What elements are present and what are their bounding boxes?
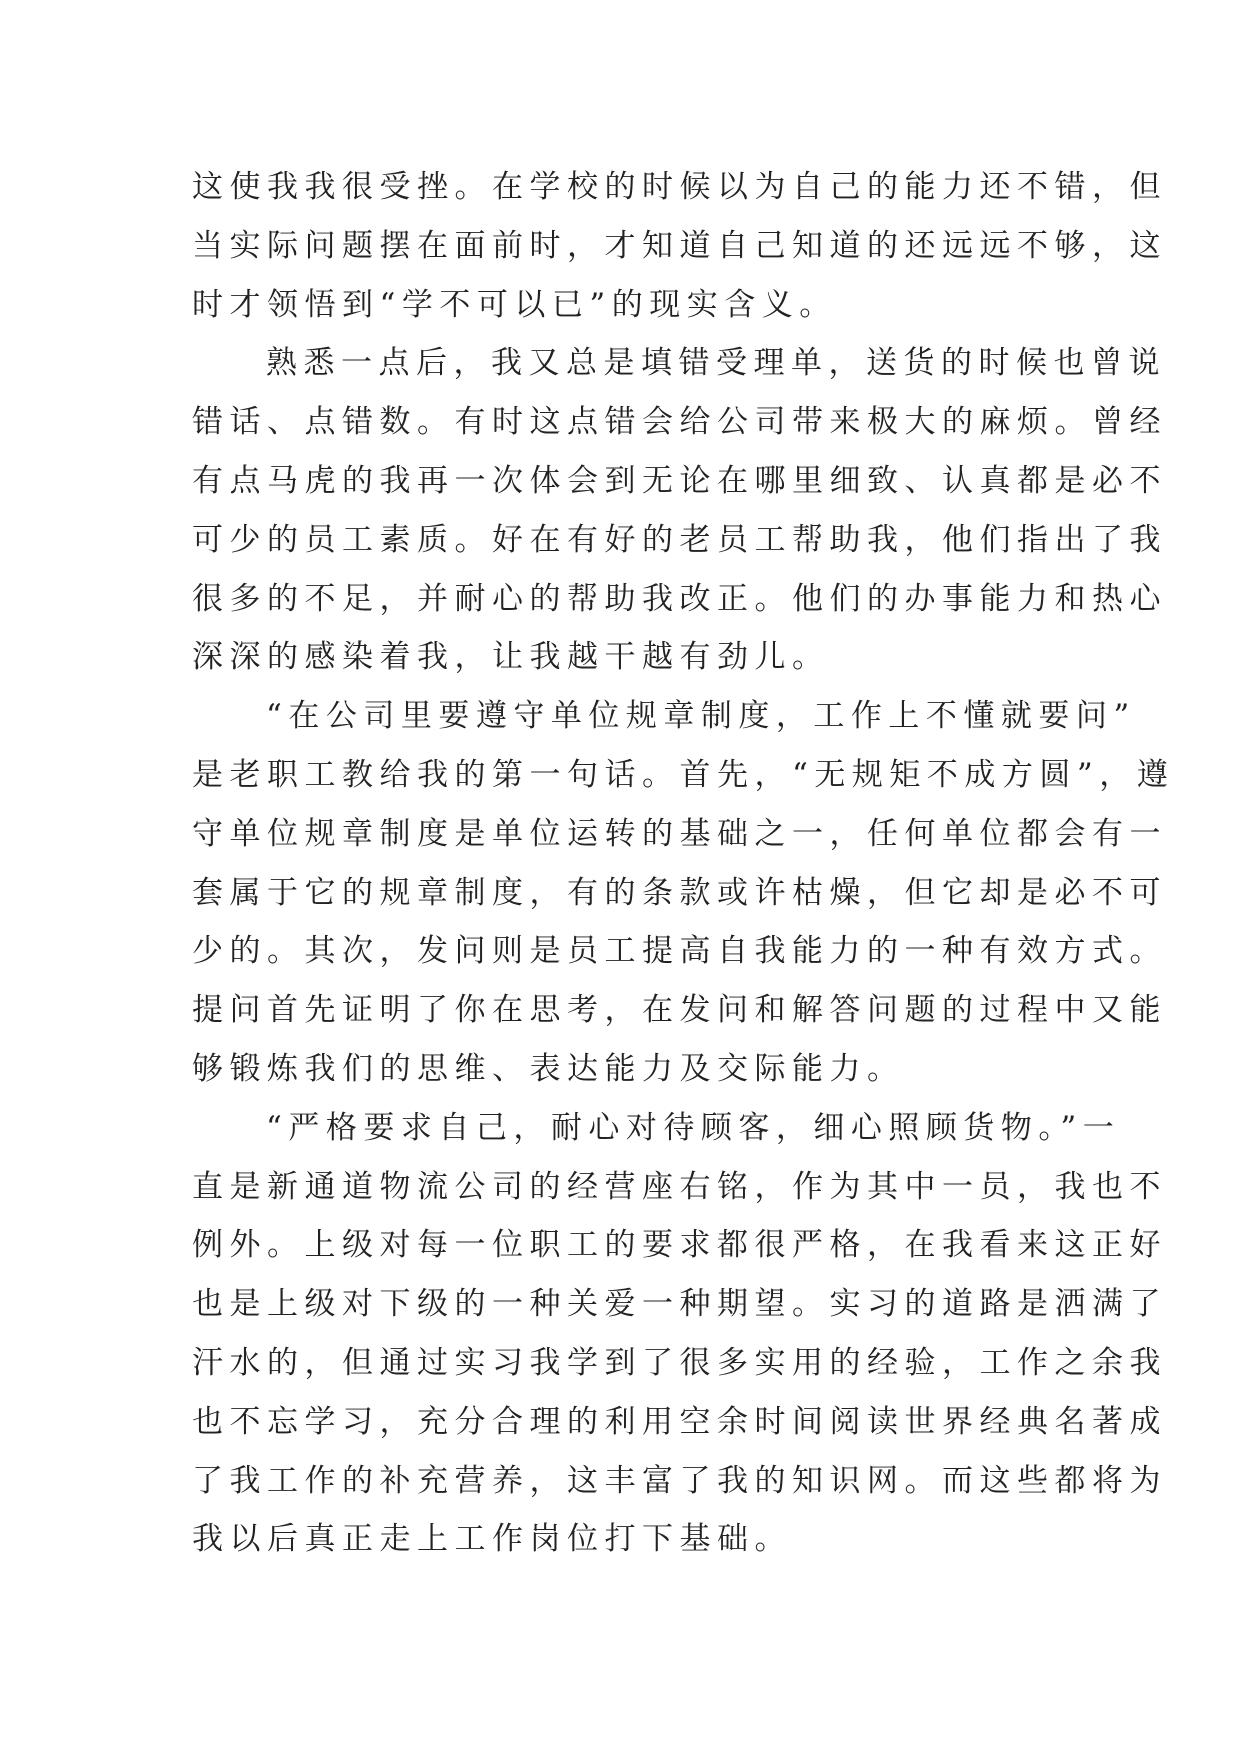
- text-line: 例外。上级对每一位职工的要求都很严格，在我看来这正好: [192, 1227, 1167, 1264]
- text-line: “严格要求自己，耐心对待顾客，细心照顾货物。”一: [266, 1109, 1121, 1146]
- text-line: 很多的不足，并耐心的帮助我改正。他们的办事能力和热心: [192, 580, 1167, 617]
- text-line: 汗水的，但通过实习我学到了很多实用的经验，工作之余我: [192, 1344, 1167, 1381]
- paragraph-4: [192, 1099, 1167, 1569]
- text-line: 错话、点错数。有时这点错会给公司带来极大的麻烦。曾经: [192, 404, 1167, 441]
- text-line: 时才领悟到“学不可以已”的现实含义。: [192, 286, 837, 323]
- text-line: 熟悉一点后，我又总是填错受理单，送货的时候也曾说: [266, 345, 1166, 382]
- text-line: 我以后真正走上工作岗位打下基础。: [192, 1521, 792, 1558]
- paragraph-3: [192, 687, 1175, 1099]
- text-line: 这使我我很受挫。在学校的时候以为自己的能力还不错，但: [192, 169, 1167, 205]
- text-line: 有点马虎的我再一次体会到无论在哪里细致、认真都是必不: [192, 462, 1167, 499]
- text-line: 了我工作的补充营养，这丰富了我的知识网。而这些都将为: [192, 1462, 1167, 1499]
- paragraph-1: [192, 158, 1167, 334]
- paragraph-2: [192, 334, 1167, 687]
- text-line: 直是新通道物流公司的经营座右铭，作为其中一员，我也不: [192, 1168, 1167, 1205]
- text-line: 也是上级对下级的一种关爱一种期望。实习的道路是洒满了: [192, 1286, 1167, 1323]
- document-body: [192, 158, 1175, 1569]
- text-line: “在公司里要遵守单位规章制度，工作上不懂就要问”: [266, 698, 1136, 735]
- text-line: 当实际问题摆在面前时，才知道自己知道的还远远不够，这: [192, 227, 1167, 264]
- text-line: 少的。其次，发问则是员工提高自我能力的一种有效方式。: [192, 933, 1167, 970]
- text-line: 套属于它的规章制度，有的条款或许枯燥，但它却是必不可: [192, 874, 1167, 911]
- text-line: 可少的员工素质。好在有好的老员工帮助我，他们指出了我: [192, 521, 1167, 558]
- text-line: 深深的感染着我，让我越干越有劲儿。: [192, 639, 830, 676]
- text-line: 够锻炼我们的思维、表达能力及交际能力。: [192, 1050, 905, 1087]
- text-line: 是老职工教给我的第一句话。首先，“无规矩不成方圆”，遵: [192, 756, 1175, 793]
- text-line: 提问首先证明了你在思考，在发问和解答问题的过程中又能: [192, 992, 1167, 1029]
- text-line: 也不忘学习，充分合理的利用空余时间阅读世界经典名著成: [192, 1403, 1167, 1440]
- text-line: 守单位规章制度是单位运转的基础之一，任何单位都会有一: [192, 815, 1167, 852]
